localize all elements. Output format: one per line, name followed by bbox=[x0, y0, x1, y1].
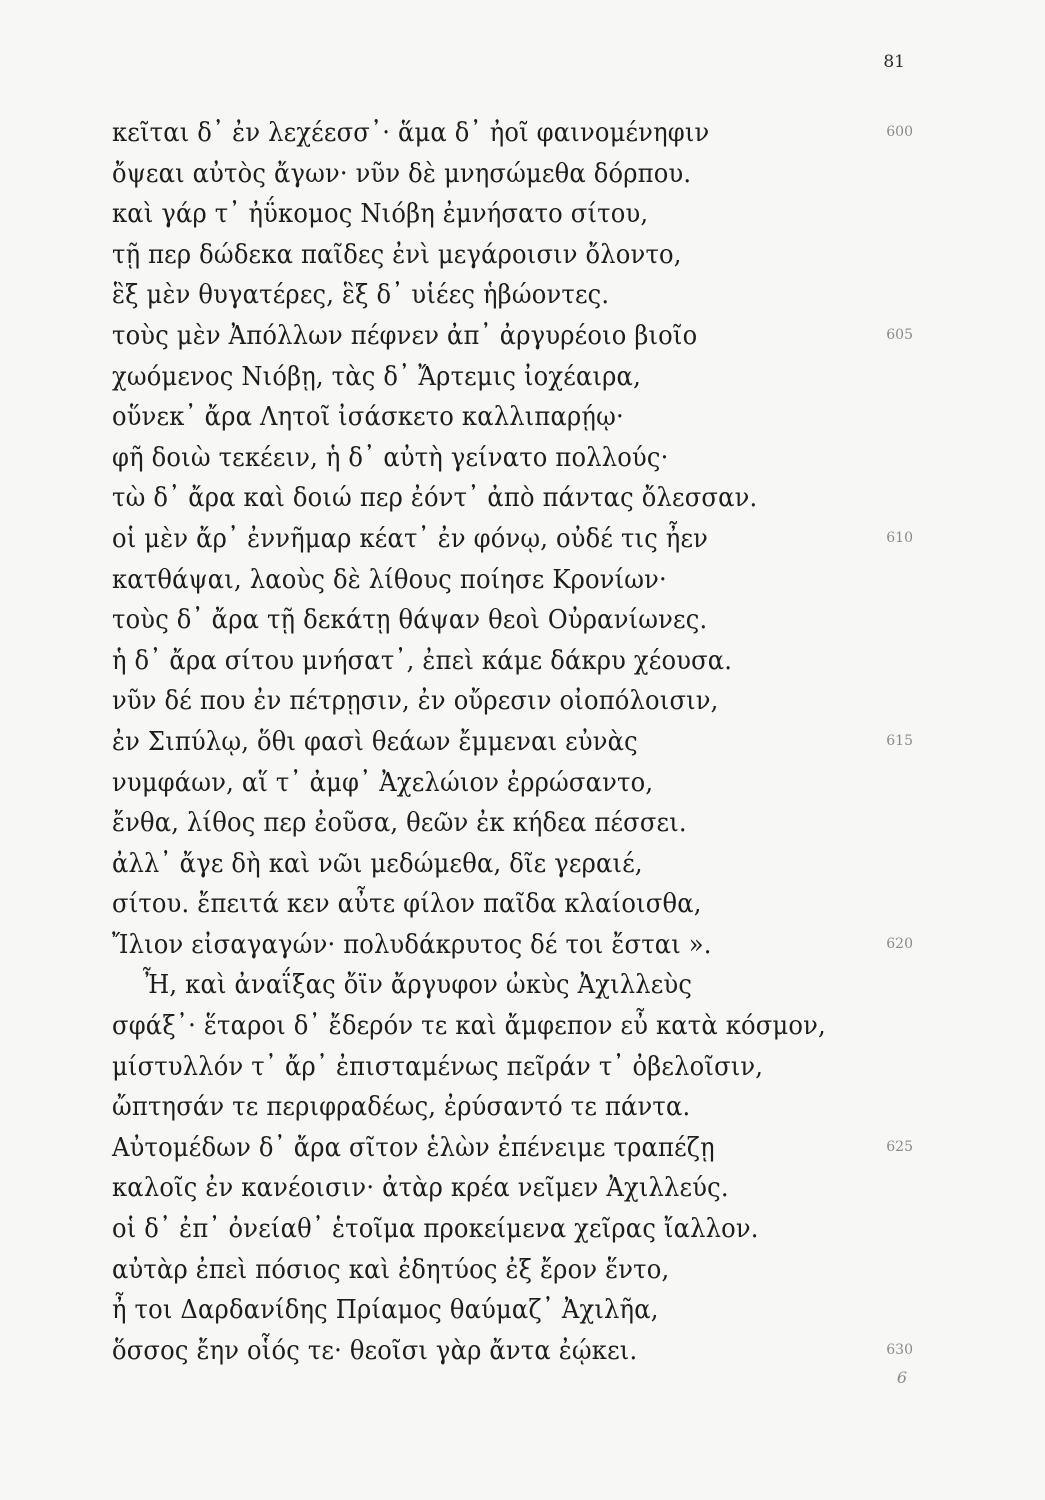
line-number: 610 bbox=[886, 530, 913, 546]
verse-line: ἦ τοι Δαρδανίδης Πρίαμος θαύμαζ᾽ Ἀχιλῆα, bbox=[112, 1295, 659, 1326]
verse-line: ὄψεαι αὐτὸς ἄγων· νῦν δὲ μνησώμεθα δόρπου. bbox=[112, 158, 692, 189]
verse-line: μίστυλλόν τ᾽ ἄρ᾽ ἐπισταμένως πεῖράν τ᾽ ὀβελοῖσιν, bbox=[112, 1051, 764, 1082]
verse-line: καὶ γάρ τ᾽ ἠΰκομος Νιόβη ἐμνήσατο σίτου, bbox=[112, 199, 649, 230]
line-number: 625 bbox=[886, 1139, 913, 1155]
line-number: 615 bbox=[886, 733, 913, 749]
verse-line: Αὐτομέδων δ᾽ ἄρα σῖτον ἑλὼν ἐπένειμε τραπέζῃ bbox=[112, 1132, 715, 1163]
verse-line: οἱ μὲν ἄρ᾽ ἐννῆμαρ κέατ᾽ ἐν φόνῳ, οὐδέ τις ἦεν bbox=[112, 523, 709, 554]
verse-line: Ἦ, καὶ ἀναΐξας ὄϊν ἄργυφον ὠκὺς Ἀχιλλεὺς bbox=[142, 970, 693, 1001]
verse-line: νυμφάων, αἵ τ᾽ ἀμφ᾽ Ἀχελώιον ἐρρώσαντο, bbox=[112, 767, 654, 798]
verse-line: νῦν δέ που ἐν πέτρῃσιν, ἐν οὔρεσιν οἰοπόλοισιν, bbox=[112, 686, 719, 717]
line-number: 630 bbox=[886, 1342, 913, 1358]
verse-line: σίτου. ἔπειτά κεν αὖτε φίλον παῖδα κλαίοισθα, bbox=[112, 889, 702, 920]
verse-line: αὐτὰρ ἐπεὶ πόσιος καὶ ἐδητύος ἐξ ἔρον ἕντο, bbox=[112, 1254, 670, 1285]
verse-line: τοὺς δ᾽ ἄρα τῇ δεκάτῃ θάψαν θεοὶ Οὐρανίωνες. bbox=[112, 605, 708, 636]
verse-line: Ἴλιον εἰσαγαγών· πολυδάκρυτος δέ τοι ἔσται ». bbox=[112, 929, 712, 960]
verse-line: ἡ δ᾽ ἄρα σίτου μνήσατ᾽, ἐπεὶ κάμε δάκρυ χέουσα. bbox=[112, 645, 733, 676]
line-number: 620 bbox=[886, 936, 913, 952]
verse-line: ὅσσος ἔην οἷός τε· θεοῖσι γὰρ ἄντα ἐῴκει. bbox=[112, 1335, 638, 1366]
verse-line: καλοῖς ἐν κανέοισιν· ἀτὰρ κρέα νεῖμεν Ἀχιλλεύς. bbox=[112, 1173, 729, 1204]
line-number: 605 bbox=[886, 327, 913, 343]
verse-line: ἓξ μὲν θυγατέρες, ἓξ δ᾽ υἱέες ἡβώοντες. bbox=[112, 280, 610, 311]
verse-line: τὼ δ᾽ ἄρα καὶ δοιώ περ ἐόντ᾽ ἀπὸ πάντας ὄλεσσαν. bbox=[112, 483, 758, 514]
verse-line: κατθάψαι, λαοὺς δὲ λίθους ποίησε Κρονίων· bbox=[112, 564, 667, 595]
verse-line: φῆ δοιὼ τεκέειν, ἡ δ᾽ αὐτὴ γείνατο πολλούς· bbox=[112, 442, 669, 473]
verse-line: σφάξ᾽· ἕταροι δ᾽ ἔδερόν τε καὶ ἄμφεπον εὖ κατὰ κόσμον, bbox=[112, 1011, 826, 1042]
verse-block bbox=[112, 113, 912, 1371]
page-number: 81 bbox=[883, 52, 905, 72]
line-number: 600 bbox=[886, 124, 913, 140]
verse-line: ἔνθα, λίθος περ ἐοῦσα, θεῶν ἐκ κήδεα πέσσει. bbox=[112, 808, 687, 839]
verse-line: κεῖται δ᾽ ἐν λεχέεσσ᾽· ἅμα δ᾽ ἠοῖ φαινομένηφιν bbox=[112, 118, 710, 148]
verse-line: τῇ περ δώδεκα παῖδες ἐνὶ μεγάροισιν ὄλοντο, bbox=[112, 239, 682, 270]
verse-line: τοὺς μὲν Ἀπόλλων πέφνεν ἀπ᾽ ἀργυρέοιο βιοῖο bbox=[112, 320, 698, 351]
signature-mark: 6 bbox=[896, 1368, 907, 1387]
verse-line: χωόμενος Νιόβῃ, τὰς δ᾽ Ἄρτεμις ἰοχέαιρα, bbox=[112, 361, 641, 392]
verse-line: οἱ δ᾽ ἐπ᾽ ὀνείαθ᾽ ἑτοῖμα προκείμενα χεῖρας ἴαλλον. bbox=[112, 1214, 759, 1245]
verse-line: ὤπτησάν τε περιφραδέως, ἐρύσαντό τε πάντα. bbox=[112, 1092, 691, 1123]
verse-line: ἀλλ᾽ ἄγε δὴ καὶ νῶι μεδώμεθα, δῖε γεραιέ, bbox=[112, 848, 643, 879]
verse-line: ἐν Σιπύλῳ, ὅθι φασὶ θεάων ἔμμεναι εὐνὰς bbox=[112, 726, 638, 757]
verse-line: οὕνεκ᾽ ἄρα Λητοῖ ἰσάσκετο καλλιπαρῄῳ· bbox=[112, 402, 624, 433]
